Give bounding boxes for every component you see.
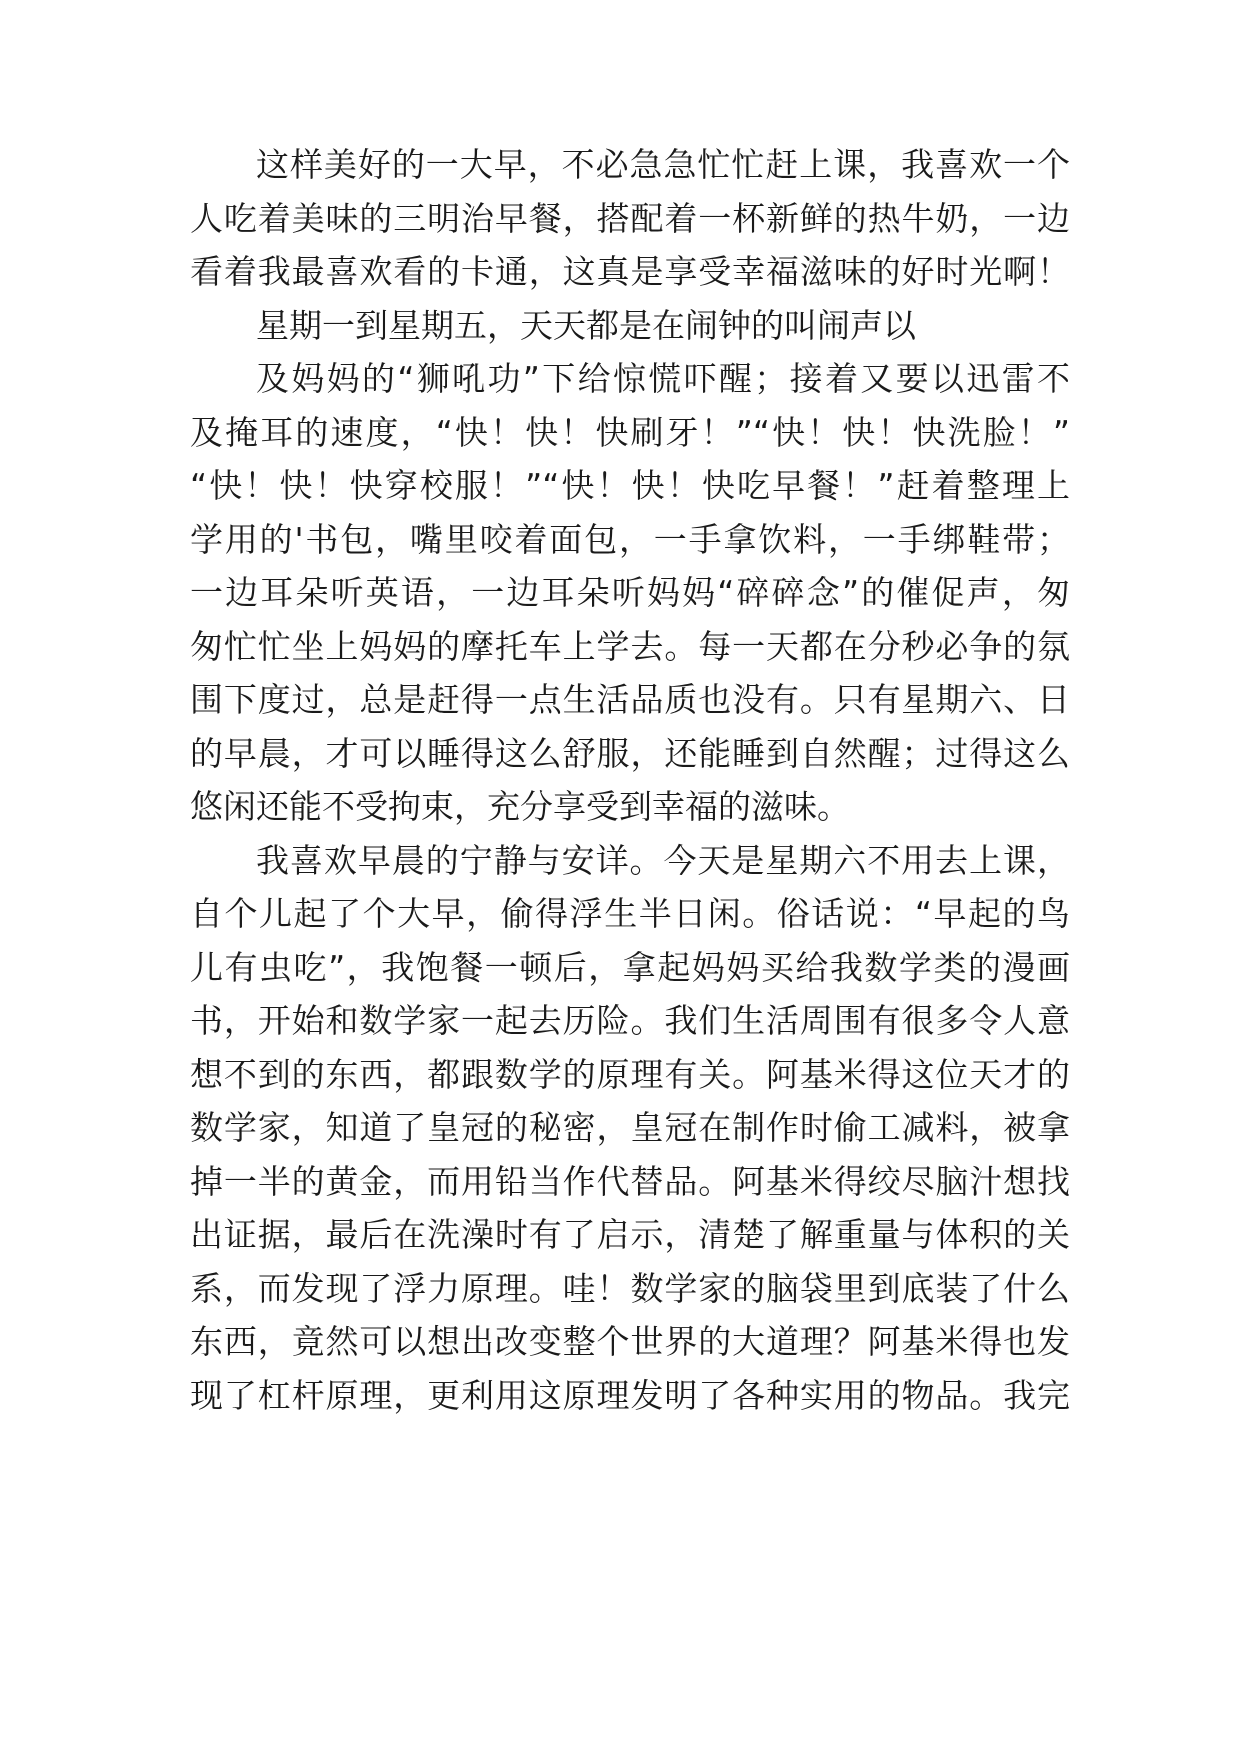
text-line: 学用的'书包，嘴里咬着面包，一手拿饮料，一手绑鞋带； xyxy=(190,520,1070,559)
text-line: 自个儿起了个大早，偷得浮生半日闲。俗话说：“早起的鸟 xyxy=(190,894,1070,933)
text-line: 系，而发现了浮力原理。哇！数学家的脑袋里到底装了什么 xyxy=(190,1269,1070,1308)
text-line: 儿有虫吃”，我饱餐一顿后，拿起妈妈买给我数学类的漫画 xyxy=(190,948,1070,987)
text-line: 围下度过，总是赶得一点生活品质也没有。只有星期六、日 xyxy=(190,680,1070,719)
text-line: 掉一半的黄金，而用铅当作代替品。阿基米得绞尽脑汁想找 xyxy=(190,1162,1070,1201)
text-line: “快！快！快穿校服！”“快！快！快吃早餐！”赶着整理上 xyxy=(190,466,1070,505)
text-line: 的早晨，才可以睡得这么舒服，还能睡到自然醒；过得这么 xyxy=(190,734,1070,773)
text-line: 这样美好的一大早，不必急急忙忙赶上课，我喜欢一个 xyxy=(256,145,1070,184)
text-line: 匆忙忙坐上妈妈的摩托车上学去。每一天都在分秒必争的氛 xyxy=(190,627,1070,666)
text-line: 星期一到星期五，天天都是在闹钟的叫闹声以 xyxy=(256,306,916,345)
text-line: 我喜欢早晨的宁静与安详。今天是星期六不用去上课， xyxy=(256,841,1070,880)
text-line: 悠闲还能不受拘束，充分享受到幸福的滋味。 xyxy=(190,787,850,826)
text-line: 一边耳朵听英语，一边耳朵听妈妈“碎碎念”的催促声，匆 xyxy=(190,573,1070,612)
text-line: 及妈妈的“狮吼功”下给惊慌吓醒；接着又要以迅雷不 xyxy=(256,359,1070,398)
text-line: 出证据，最后在洗澡时有了启示，清楚了解重量与体积的关 xyxy=(190,1215,1070,1254)
text-line: 东西，竟然可以想出改变整个世界的大道理？阿基米得也发 xyxy=(190,1322,1070,1361)
text-line: 现了杠杆原理，更利用这原理发明了各种实用的物品。我完 xyxy=(190,1376,1070,1415)
text-line: 人吃着美味的三明治早餐，搭配着一杯新鲜的热牛奶，一边 xyxy=(190,199,1070,238)
text-line: 书，开始和数学家一起去历险。我们生活周围有很多令人意 xyxy=(190,1001,1070,1040)
text-line: 想不到的东西，都跟数学的原理有关。阿基米得这位天才的 xyxy=(190,1055,1070,1094)
text-line: 数学家，知道了皇冠的秘密，皇冠在制作时偷工减料，被拿 xyxy=(190,1108,1070,1147)
text-line: 看着我最喜欢看的卡通，这真是享受幸福滋味的好时光啊！ xyxy=(190,252,1070,291)
text-line: 及掩耳的速度，“快！快！快刷牙！”“快！快！快洗脸！” xyxy=(190,413,1070,452)
